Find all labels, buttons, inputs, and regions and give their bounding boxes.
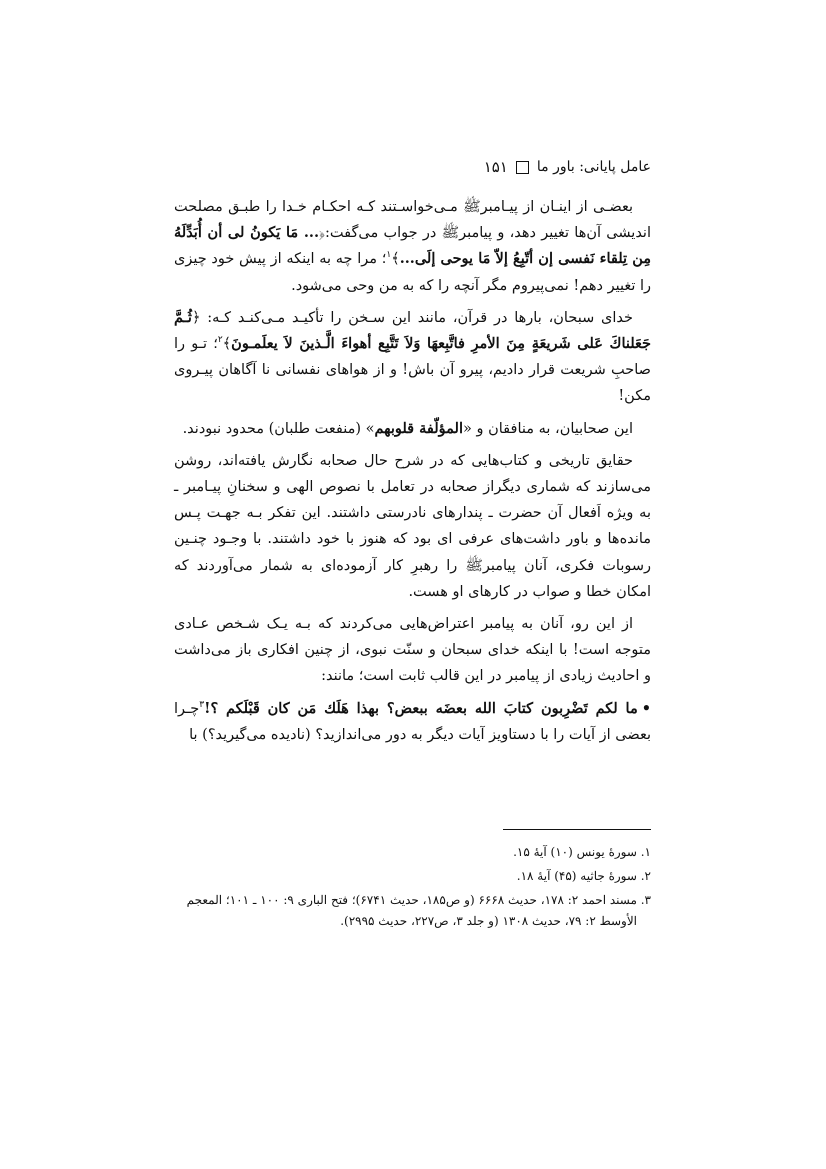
text-run: » (منفعت طلبان) محدود نبودند. (182, 420, 375, 437)
footnotes (174, 842, 651, 935)
text-run: را رهبرِ کار آزموده‌ای به شمار می‌آوردند که امکان خطا و صواب در کارهای او هست. (174, 557, 651, 600)
footnote-ref: ۳ (199, 699, 205, 710)
text-run: از این رو، آنان به پیامبر اعتراض‌هایی می‌کردند که بـه یـک شـخص عـادی متوجه است! با اینکه خدای سبحان و سنّت نبوی، از چنین افکاری باز می‌داشت و احادیث زیادی از پیامبر در این قالب ثابت است؛ مانند: (174, 616, 651, 685)
bullet-icon: • (641, 699, 651, 717)
text-run: خدای سبحان، بارها در قرآن، مانند این سـخن را تأکیـد مـی‌کنـد کـه: (200, 309, 633, 326)
salawat-symbol: ﷺ (465, 557, 483, 574)
footnote-ref: ۲ (217, 335, 223, 346)
text-run: ؛ مرا چه به اینکه از پیش خود چیزی را تغییر دهم! نمی‌پیروم مگر آنچه را که به من وحی می‌شود. (174, 251, 651, 294)
paragraph-3 (174, 416, 651, 442)
square-bullet-icon (516, 161, 529, 174)
running-header (171, 156, 651, 178)
salawat-symbol: ﷺ (441, 225, 460, 242)
quran-bracket-open: ﴿ (191, 309, 201, 326)
quran-quote: ... مَا يَكونُ لی أن أُبَدِّلَهُ مِن تِلقاء نَفسی إن أتّبِعُ إلاّ مَا یوحی إلَی... (174, 224, 652, 268)
text-run: حقایق تاریخی و کتاب‌هایی که در شرح حال صحابه نگارش یافته‌اند، روشن می‌سازند که شماری دیگراز صحابه در تعامل با نصوص الهی و سخنانِ پیـامبر ـ به ویژه اَفعال آن حضرت ـ پندارهای نادرستی داشتند. این تفکر بـه جهـت پـس مانده‌ها و باور داشت‌های عرفی ای بود که هنوز با خود داشتند. با وجـود چنـین رسوبات فکری، آنان پیامبر (174, 452, 651, 574)
text-run: مـی‌خواسـتند کـه احکـام خـدا را طبـق مصلحت اندیشی آن‌ها تغییر دهد، و پیامبر (174, 199, 652, 242)
footnote-divider (503, 829, 651, 830)
footnote-ref: ۱ (386, 250, 392, 261)
paragraph-2 (174, 305, 651, 410)
body-text (174, 194, 651, 754)
salawat-symbol: ﷺ (463, 199, 481, 215)
footnote-2: ۲. سورهٔ جاثیه (۴۵) آیهٔ ۱۸. (516, 869, 651, 883)
hadith-quote: ما لكم تَضْرِبون كتابَ الله بعضَه ببعض؟ بهذا هَلَك مَن كان قَبْلَكم ؟! (204, 699, 638, 717)
paragraph-1 (174, 194, 651, 299)
paragraph-4 (174, 448, 651, 605)
footnote-3-line-2: الأوسط ۲: ۷۹، حدیث ۱۳۰۸ (و جلد ۳، ص۲۲۷، حدیث ۲۹۹۵). (340, 914, 637, 928)
text-run: ؛ تـو را صاحبِ شریعت قرار دادیم، پیرو آن باش! و از هواهای نفسانی نا آگاهان پیـروی مکن! (174, 336, 651, 405)
page-number: ۱۵۱ (483, 158, 508, 176)
text-run: در جواب می‌گفت: (325, 225, 442, 242)
quran-bracket-close: ﴾ (222, 336, 232, 353)
footnote-1: ۱. سورهٔ یونس (۱۰) آیهٔ ۱۵. (513, 845, 651, 859)
quran-quote: ثُـمَّ جَعَلناكَ عَلی شَريعَةٍ مِنَ الأمرِ فاتَّبِعهَا وَلاَ تَتَّبِع أهواءَ الَّـذينَ لاَ يعلَمـونَ (174, 308, 651, 353)
text-run: بعضـی از اینـان از پیـامبر (480, 199, 633, 215)
text-run: این صحابیان، به منافقان و « (463, 420, 633, 437)
paragraph-5 (174, 611, 651, 690)
bold-term: المؤلّفة قلوبهم (374, 419, 464, 437)
quran-bracket-open: ﴿ (319, 225, 325, 242)
paragraph-6 (174, 696, 651, 748)
footnote-3-line-1: ۳. مسند احمد ۲: ۱۷۸، حدیث ۶۶۶۸ (و ص۱۸۵، حدیث ۶۷۴۱)؛ فتح الباری ۹: ۱۰۰ ـ ۱۰۱؛ المعجم (186, 893, 651, 907)
quran-bracket-close: ﴾ (391, 251, 400, 268)
header-title: عامل پایانی: باور ما (536, 159, 651, 175)
text-run: چـرا بعضی از آیات را با دستاویز آیات دیگر به دور می‌اندازید؟ (نادیده می‌گیرید؟) با (174, 700, 651, 743)
footnote-3 (174, 890, 651, 932)
